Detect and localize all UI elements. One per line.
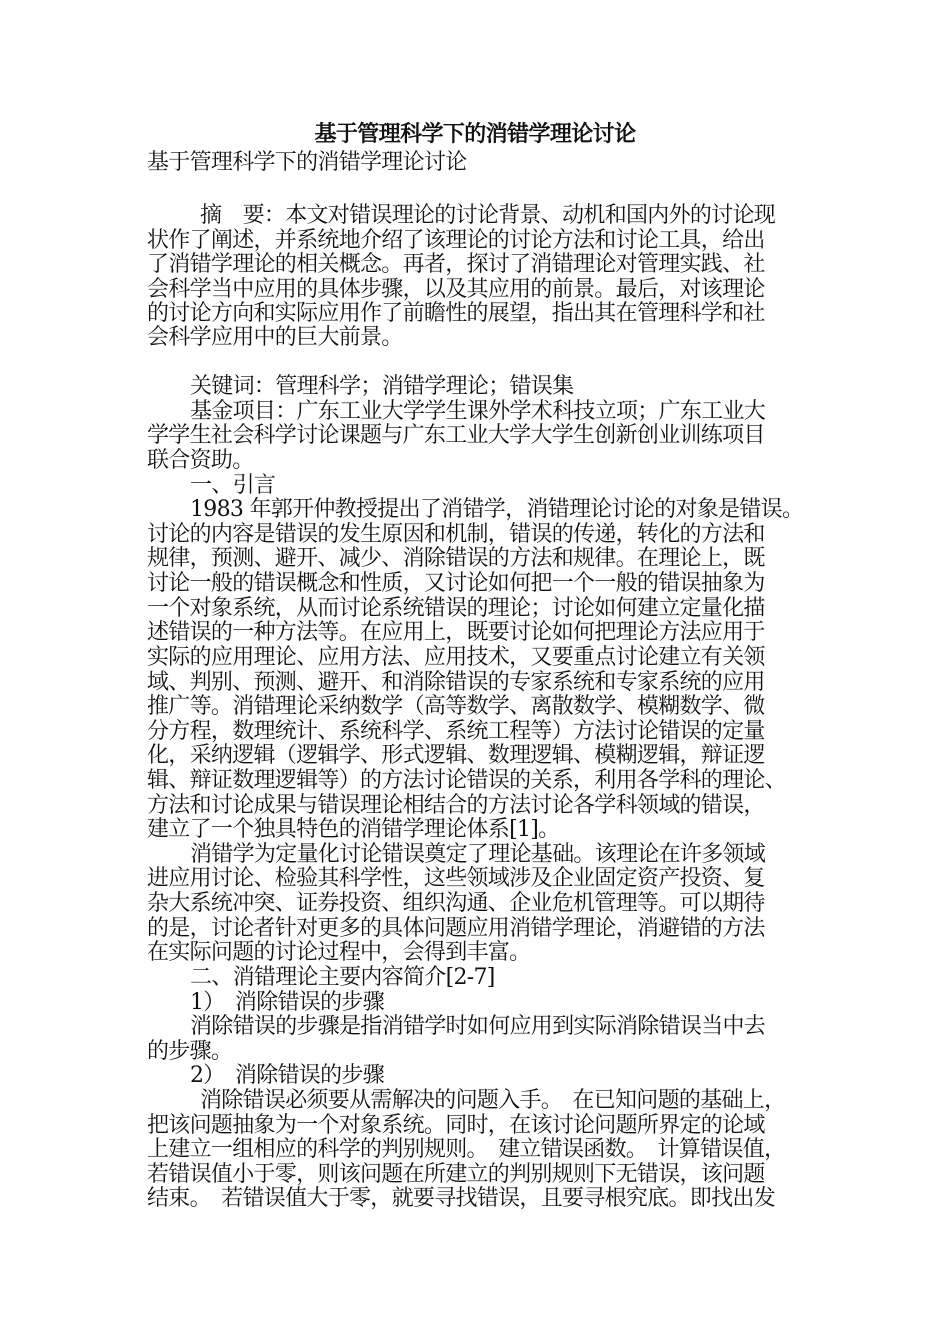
body-line: 的步骤。	[147, 1039, 233, 1064]
abstract-line: 摘 要：本文对错误理论的讨论背景、动机和国内外的讨论现	[200, 203, 776, 228]
body-line: 讨论的内容是错误的发生原因和机制，错误的传递，转化的方法和	[147, 522, 765, 547]
keywords-line: 关键词：管理科学；消错学理论；错误集	[190, 374, 574, 399]
funding-line: 联合资助。	[147, 448, 254, 473]
body-line: 消错学为定量化讨论错误奠定了理论基础。该理论在许多领域	[190, 842, 766, 867]
abstract-line: 状作了阐述，并系统地介绍了该理论的讨论方法和讨论工具，给出	[147, 228, 765, 253]
body-line: 1983 年郭开仲教授提出了消错学，消错理论讨论的对象是错误。	[190, 497, 804, 522]
body-line: 若错误值小于零，则该问题在所建立的判别规则下无错误，该问题	[147, 1162, 765, 1187]
section-heading: 一、引言	[190, 473, 276, 498]
body-line: 规律，预测、避开、减少、消除错误的方法和规律。在理论上，既	[147, 546, 765, 571]
body-line: 建立了一个独具特色的消错学理论体系[1]。	[147, 817, 560, 842]
body-line: 述错误的一种方法等。在应用上，既要讨论如何把理论方法应用于	[147, 620, 765, 645]
body-line: 结束。 若错误值大于零，就要寻找错误，且要寻根究底。即找出发	[147, 1186, 776, 1211]
body-line: 域、判别、预测、避开、和消除错误的专家系统和专家系统的应用	[147, 670, 765, 695]
body-line: 一个对象系统，从而讨论系统错误的理论；讨论如何建立定量化描	[147, 596, 765, 621]
body-line: 消除错误必须要从需解决的问题入手。 在已知问题的基础上，	[200, 1088, 786, 1113]
abstract-line: 了消错学理论的相关概念。再者，探讨了消错理论对管理实践、社	[147, 252, 765, 277]
document-title: 基于管理科学下的消错学理论讨论	[314, 122, 636, 147]
body-line: 上建立一组相应的科学的判别规则。 建立错误函数。 计算错误值，	[147, 1137, 786, 1162]
body-line: 的是，讨论者针对更多的具体问题应用消错学理论，消避错的方法	[147, 916, 765, 941]
subsection-heading: 2） 消除错误的步骤	[190, 1063, 384, 1088]
body-line: 辑、辩证数理逻辑等）的方法讨论错误的关系，利用各学科的理论、	[147, 768, 787, 793]
body-line: 消除错误的步骤是指消错学时如何应用到实际消除错误当中去	[190, 1014, 766, 1039]
subsection-heading: 1） 消除错误的步骤	[190, 990, 384, 1015]
section-heading: 二、消错理论主要内容简介[2-7]	[190, 965, 495, 990]
body-line: 把该问题抽象为一个对象系统。同时，在该讨论问题所界定的论域	[147, 1113, 765, 1138]
body-line: 化，采纳逻辑（逻辑学、形式逻辑、数理逻辑、模糊逻辑，辩证逻	[147, 743, 765, 768]
body-line: 推广等。消错理论采纳数学（高等数学、离散数学、模糊数学、微	[147, 694, 765, 719]
abstract-line: 会科学当中应用的具体步骤，以及其应用的前景。最后，对该理论	[147, 277, 765, 302]
body-line: 方法和讨论成果与错误理论相结合的方法讨论各学科领域的错误，	[147, 793, 765, 818]
funding-line: 学学生社会科学讨论课题与广东工业大学大学生创新创业训练项目	[147, 423, 765, 448]
abstract-line: 会科学应用中的巨大前景。	[147, 325, 403, 350]
funding-line: 基金项目：广东工业大学学生课外学术科技立项；广东工业大	[190, 399, 766, 424]
abstract-line: 的讨论方向和实际应用作了前瞻性的展望，指出其在管理科学和社	[147, 301, 765, 326]
body-line: 进应用讨论、检验其科学性，这些领域涉及企业固定资产投资、复	[147, 866, 765, 891]
body-line: 杂大系统冲突、证券投资、组织沟通、企业危机管理等。可以期待	[147, 891, 765, 916]
body-line: 分方程，数理统计、系统科学、系统工程等）方法讨论错误的定量	[147, 719, 765, 744]
body-line: 实际的应用理论、应用方法、应用技术，又要重点讨论建立有关领	[147, 645, 765, 670]
body-line: 讨论一般的错误概念和性质，又讨论如何把一个一般的错误抽象为	[147, 571, 765, 596]
subtitle-line: 基于管理科学下的消错学理论讨论	[147, 150, 467, 175]
body-line: 在实际问题的讨论过程中，会得到丰富。	[147, 940, 531, 965]
